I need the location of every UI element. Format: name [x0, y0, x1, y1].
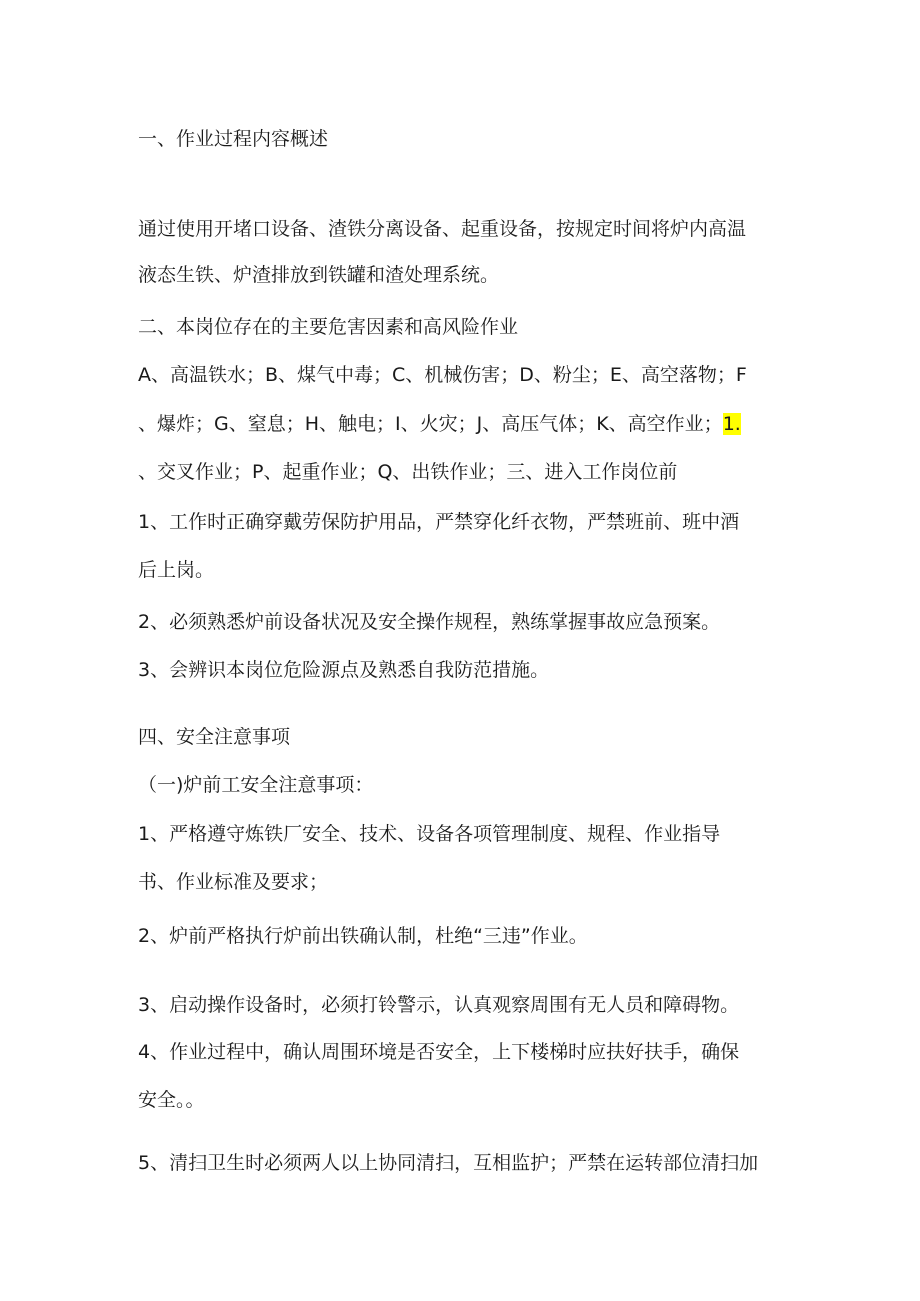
- section-1-heading: 一、作业过程内容概述: [138, 128, 329, 150]
- section-1-body-line-1: 通过使用开堵口设备、渣铁分离设备、起重设备，按规定时间将炉内高温: [138, 218, 747, 240]
- section-4-heading: 四、安全注意事项: [138, 726, 291, 748]
- section-2-heading: 二、本岗位存在的主要危害因素和高风险作业: [138, 316, 519, 338]
- section-3-item-1-line-1: 1、工作时正确穿戴劳保防护用品，严禁穿化纤衣物，严禁班前、班中酒: [138, 511, 740, 533]
- section-4-item-5-line-1: 5、清扫卫生时必须两人以上协同清扫，互相监护；严禁在运转部位清扫加: [138, 1152, 759, 1174]
- section-4-item-3: 3、启动操作设备时，必须打铃警示，认真观察周围有无人员和障碍物。: [138, 994, 740, 1016]
- section-3-item-3: 3、会辨识本岗位危险源点及熟悉自我防范措施。: [138, 659, 550, 681]
- hazards-line-2-text: 、爆炸；G、窒息；H、触电；I、火灾；J、高压气体；K、高空作业；: [138, 413, 723, 435]
- section-4-item-4-line-2: 安全。。: [138, 1089, 205, 1111]
- hazards-line-3: 、交叉作业；P、起重作业；Q、出铁作业；三、进入工作岗位前: [138, 461, 678, 483]
- section-4-item-1-line-2: 书、作业标准及要求；: [138, 871, 329, 893]
- section-4-subheading: （一)炉前工安全注意事项：: [138, 774, 374, 796]
- section-3-item-2: 2、必须熟悉炉前设备状况及安全操作规程，熟练掌握事故应急预案。: [138, 611, 721, 633]
- hazards-line-2: [138, 412, 741, 436]
- section-3-item-1-line-2: 后上岗。: [138, 559, 215, 581]
- section-4-item-1-line-1: 1、严格遵守炼铁厂安全、技术、设备各项管理制度、规程、作业指导: [138, 823, 721, 845]
- hazards-line-1: A、高温铁水；B、煤气中毒；C、机械伤害；D、粉尘；E、高空落物；F: [138, 364, 747, 386]
- section-4-item-4-line-1: 4、作业过程中，确认周围环境是否安全，上下楼梯时应扶好扶手，确保: [138, 1041, 740, 1063]
- section-4-item-2: 2、炉前严格执行炉前出铁确认制，杜绝“三违”作业。: [138, 925, 588, 947]
- highlighted-text: 1.: [722, 413, 741, 435]
- section-1-body-line-2: 液态生铁、炉渣排放到铁罐和渣处理系统。: [138, 264, 500, 286]
